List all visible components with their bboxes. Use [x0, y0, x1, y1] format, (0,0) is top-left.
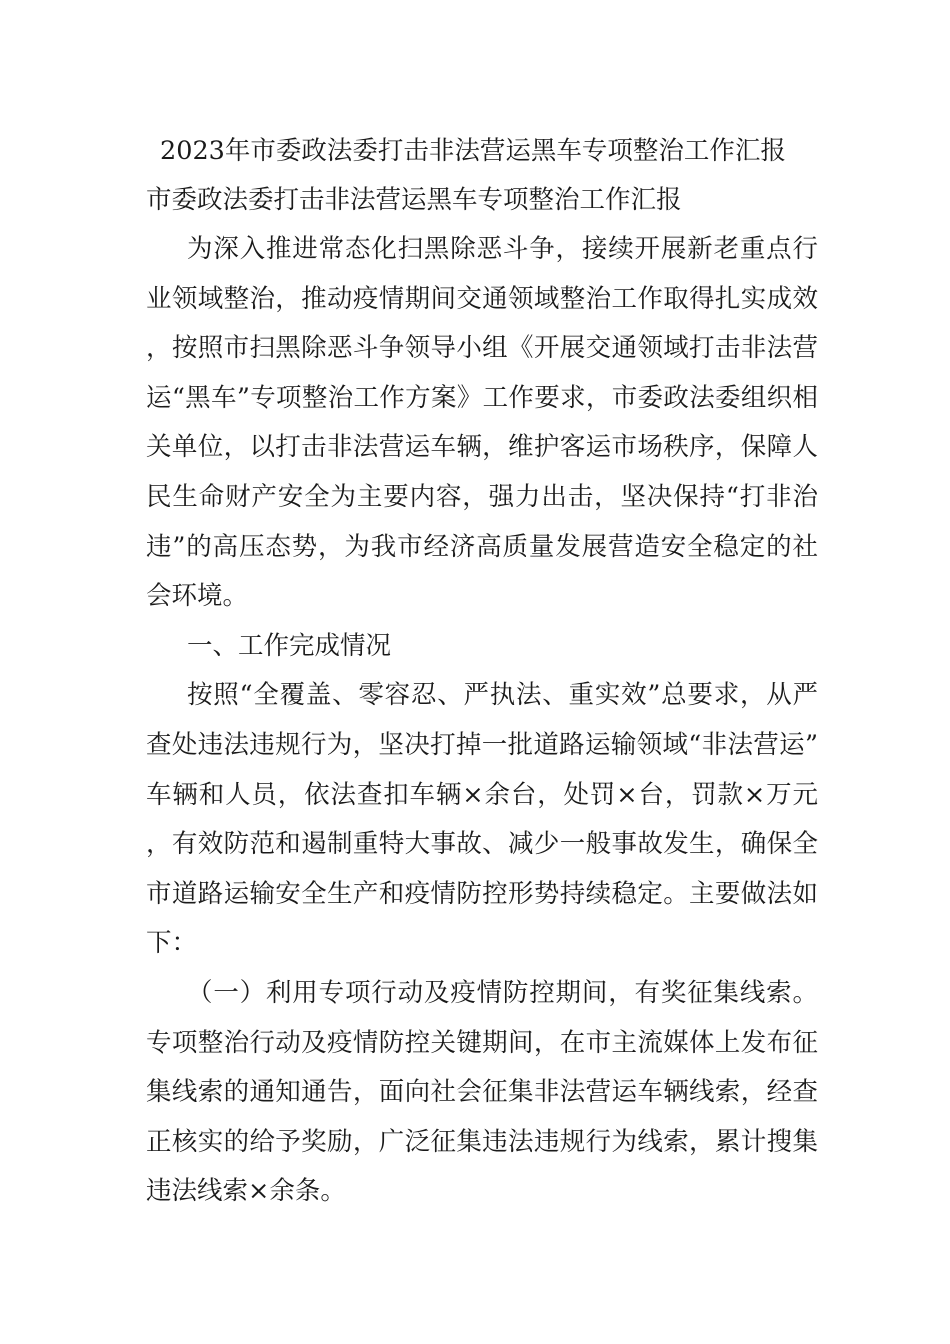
section-heading: 一、工作完成情况	[187, 630, 392, 661]
document-body	[146, 225, 818, 1217]
intro-paragraph: 为深入推进常态化扫黑除恶斗争，接续开展新老重点行业领域整治，推动疫情期间交通领域整治工作取得扎实成效，按照市扫黑除恶斗争领导小组《开展交通领域打击非法营运“黑车”专项整治工作方案》工作要求，市委政法委组织相关单位，以打击非法营运车辆，维护客运市场秩序，保障人民生命财产安全为主要内容，强力出击，坚决保持“打非治违”的高压态势，为我市经济高质量发展营造安全稳定的社会环境。	[146, 234, 818, 612]
document-subtitle: 市委政法委打击非法营运黑车专项整治工作汇报	[146, 185, 682, 215]
section-paragraph: 按照“全覆盖、零容忍、严执法、重实效”总要求，从严查处违法违规行为，坚决打掉一批道路运输领域“非法营运”车辆和人员，依法查扣车辆×余台，处罚×台，罚款×万元，有效防范和遏制重特大事故、减少一般事故发生，确保全市道路运输安全生产和疫情防控形势持续稳定。主要做法如下：	[146, 680, 818, 959]
subsection-paragraph: （一）利用专项行动及疫情防控期间，有奖征集线索。专项整治行动及疫情防控关键期间，在市主流媒体上发布征集线索的通知通告，面向社会征集非法营运车辆线索，经查正核实的给予奖励，广泛征集违法违规行为线索，累计搜集违法线索×余条。	[146, 977, 818, 1207]
document-title: 2023年市委政法委打击非法营运黑车专项整治工作汇报	[160, 136, 786, 166]
